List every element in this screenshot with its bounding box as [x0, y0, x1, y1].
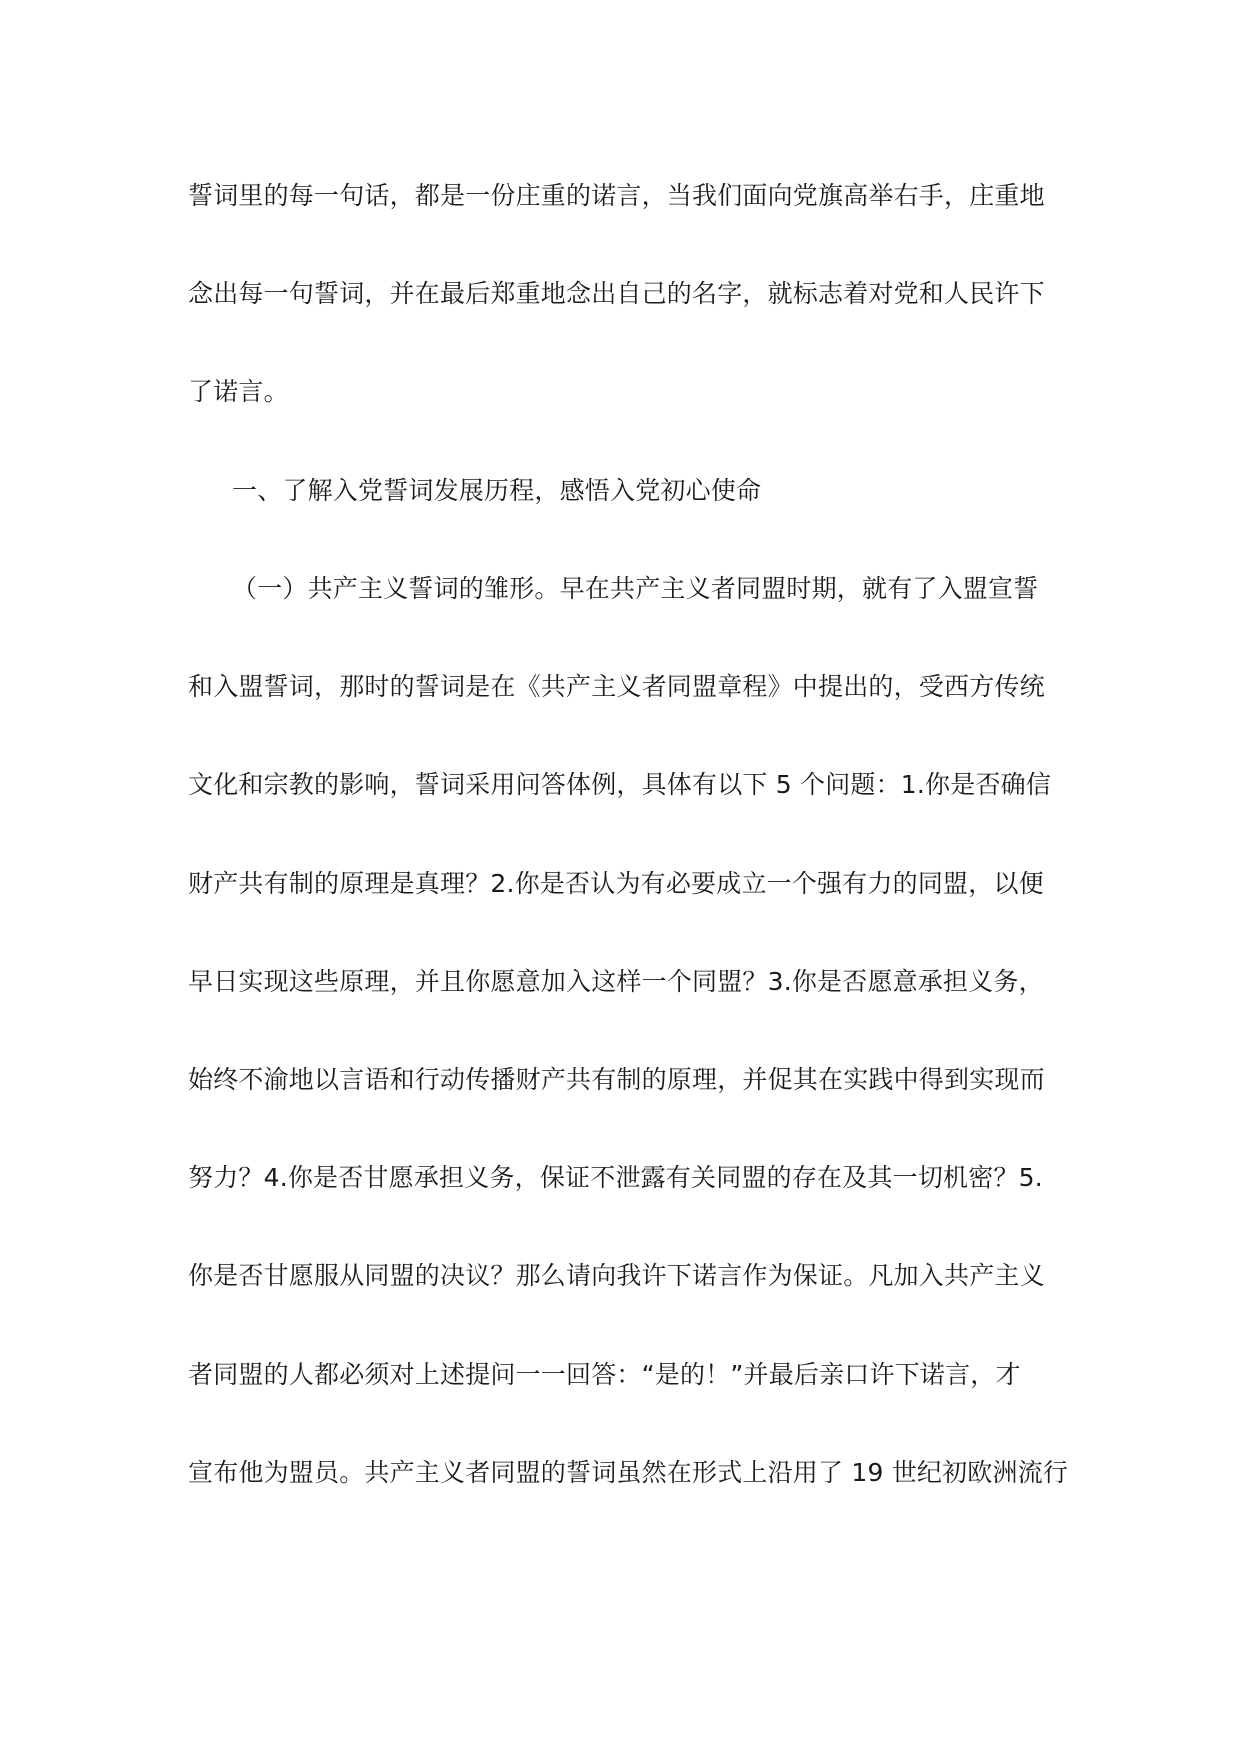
- body-text-line: 者同盟的人都必须对上述提问一一回答：“是的！”并最后亲口许下诺言，才: [188, 1360, 1021, 1389]
- section-heading: 一、了解入党誓词发展历程，感悟入党初心使命: [232, 476, 762, 505]
- body-text-line: 文化和宗教的影响，誓词采用问答体例，具体有以下 5 个问题：1.你是否确信: [188, 770, 1052, 799]
- body-text-line: 和入盟誓词，那时的誓词是在《共产主义者同盟章程》中提出的，受西方传统: [188, 672, 1045, 701]
- body-text-line: 你是否甘愿服从同盟的决议？那么请向我许下诺言作为保证。凡加入共产主义: [188, 1261, 1045, 1290]
- body-text-line: 念出每一句誓词，并在最后郑重地念出自己的名字，就标志着对党和人民许下: [188, 279, 1045, 308]
- subsection-paragraph-start: （一）共产主义誓词的雏形。早在共产主义者同盟时期，就有了入盟宣誓: [232, 574, 1039, 603]
- body-text-line: 誓词里的每一句话，都是一份庄重的诺言，当我们面向党旗高举右手，庄重地: [188, 181, 1045, 210]
- body-text-line: 始终不渝地以言语和行动传播财产共有制的原理，并促其在实践中得到实现而: [188, 1065, 1045, 1094]
- body-text-line: 早日实现这些原理，并且你愿意加入这样一个同盟？3.你是否愿意承担义务，: [188, 967, 1044, 996]
- body-text-line: 努力？4.你是否甘愿承担义务，保证不泄露有关同盟的存在及其一切机密？5.: [188, 1163, 1043, 1192]
- body-text-line: 财产共有制的原理是真理？2.你是否认为有必要成立一个强有力的同盟，以便: [188, 869, 1044, 898]
- body-text-line: 了诺言。: [188, 377, 289, 406]
- body-text-line: 宣布他为盟员。共产主义者同盟的誓词虽然在形式上沿用了 19 世纪初欧洲流行: [188, 1458, 1069, 1487]
